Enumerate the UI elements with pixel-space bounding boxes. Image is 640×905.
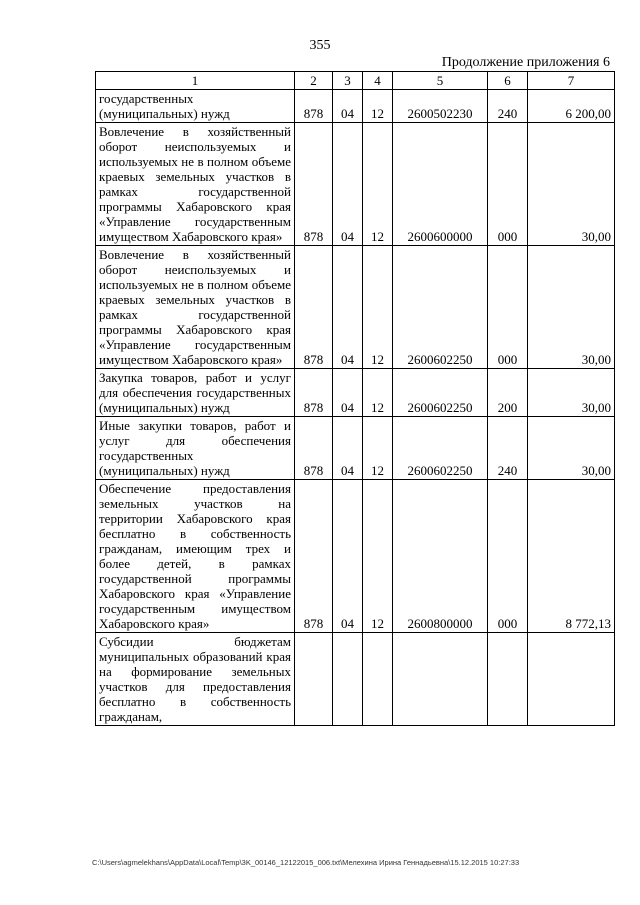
row-amount: 8 772,13 — [528, 480, 615, 633]
row-name: Вовлечение в хозяйственный оборот неиспользуемых и используемых не в полном объеме краевых земельных участков в рамках государственной программы Хабаровского края «Управление государственным имуществом Хабаровского края» — [96, 123, 295, 246]
header-col-2: 2 — [295, 72, 333, 90]
row-expense-type: 200 — [488, 369, 528, 417]
row-name: Вовлечение в хозяйственный оборот неиспользуемых и используемых не в полном объеме краевых земельных участков в рамках государственной программы Хабаровского края «Управление государственным имуществом Хабаровского края» — [96, 246, 295, 369]
row-target-article — [393, 633, 488, 726]
row-target-article: 2600600000 — [393, 123, 488, 246]
header-col-4: 4 — [363, 72, 393, 90]
row-ministry-code: 878 — [295, 369, 333, 417]
row-section-code: 04 — [333, 417, 363, 480]
row-expense-type: 240 — [488, 417, 528, 480]
row-ministry-code: 878 — [295, 480, 333, 633]
table-row — [96, 90, 615, 123]
header-col-7: 7 — [528, 72, 615, 90]
row-target-article: 2600800000 — [393, 480, 488, 633]
row-section-code: 04 — [333, 369, 363, 417]
row-subsection-code: 12 — [363, 417, 393, 480]
row-subsection-code: 12 — [363, 246, 393, 369]
row-ministry-code: 878 — [295, 246, 333, 369]
row-section-code: 04 — [333, 246, 363, 369]
row-name: Закупка товаров, работ и услуг для обеспечения государственных (муниципальных) нужд — [96, 369, 295, 417]
row-subsection-code — [363, 633, 393, 726]
row-subsection-code: 12 — [363, 90, 393, 123]
row-target-article: 2600602250 — [393, 417, 488, 480]
row-expense-type: 240 — [488, 90, 528, 123]
table-row — [96, 480, 615, 633]
row-ministry-code — [295, 633, 333, 726]
row-name: государственных (муниципальных) нужд — [96, 90, 295, 123]
row-amount: 30,00 — [528, 369, 615, 417]
row-section-code: 04 — [333, 90, 363, 123]
budget-table — [95, 71, 615, 726]
row-amount: 30,00 — [528, 123, 615, 246]
table-row — [96, 417, 615, 480]
header-col-1: 1 — [96, 72, 295, 90]
row-expense-type: 000 — [488, 246, 528, 369]
row-name: Иные закупки товаров, работ и услуг для обеспечения государственных (муниципальных) нужд — [96, 417, 295, 480]
row-expense-type: 000 — [488, 123, 528, 246]
file-path-footer: C:\Users\agmelekhans\AppData\Local\Temp\3K_00146_12122015_006.txt\Мелехина Ирина Геннадьевна\15.12.2015 10:27:33 — [92, 858, 520, 867]
row-section-code — [333, 633, 363, 726]
table-row — [96, 246, 615, 369]
row-name: Обеспечение предоставления земельных участков на территории Хабаровского края бесплатно в собственность гражданам, имеющим трех и более детей, в рамках государственной программы Хабаровского края «Управление государственным имуществом Хабаровского края» — [96, 480, 295, 633]
row-name: Субсидии бюджетам муниципальных образований края на формирование земельных участков для предоставления бесплатно в собственность гражданам, — [96, 633, 295, 726]
row-section-code: 04 — [333, 480, 363, 633]
row-subsection-code: 12 — [363, 480, 393, 633]
table-header-row — [96, 72, 615, 90]
table-row — [96, 633, 615, 726]
row-amount: 30,00 — [528, 417, 615, 480]
row-amount: 30,00 — [528, 246, 615, 369]
table-row — [96, 369, 615, 417]
row-target-article: 2600602250 — [393, 246, 488, 369]
row-amount: 6 200,00 — [528, 90, 615, 123]
row-subsection-code: 12 — [363, 369, 393, 417]
row-expense-type — [488, 633, 528, 726]
header-col-5: 5 — [393, 72, 488, 90]
table-row — [96, 123, 615, 246]
page-number: 355 — [309, 38, 331, 53]
header-col-3: 3 — [333, 72, 363, 90]
row-amount — [528, 633, 615, 726]
row-section-code: 04 — [333, 123, 363, 246]
row-expense-type: 000 — [488, 480, 528, 633]
row-target-article: 2600502230 — [393, 90, 488, 123]
row-subsection-code: 12 — [363, 123, 393, 246]
appendix-continuation-label: Продолжение приложения 6 — [441, 55, 610, 70]
row-ministry-code: 878 — [295, 90, 333, 123]
row-target-article: 2600602250 — [393, 369, 488, 417]
row-ministry-code: 878 — [295, 123, 333, 246]
header-col-6: 6 — [488, 72, 528, 90]
row-ministry-code: 878 — [295, 417, 333, 480]
